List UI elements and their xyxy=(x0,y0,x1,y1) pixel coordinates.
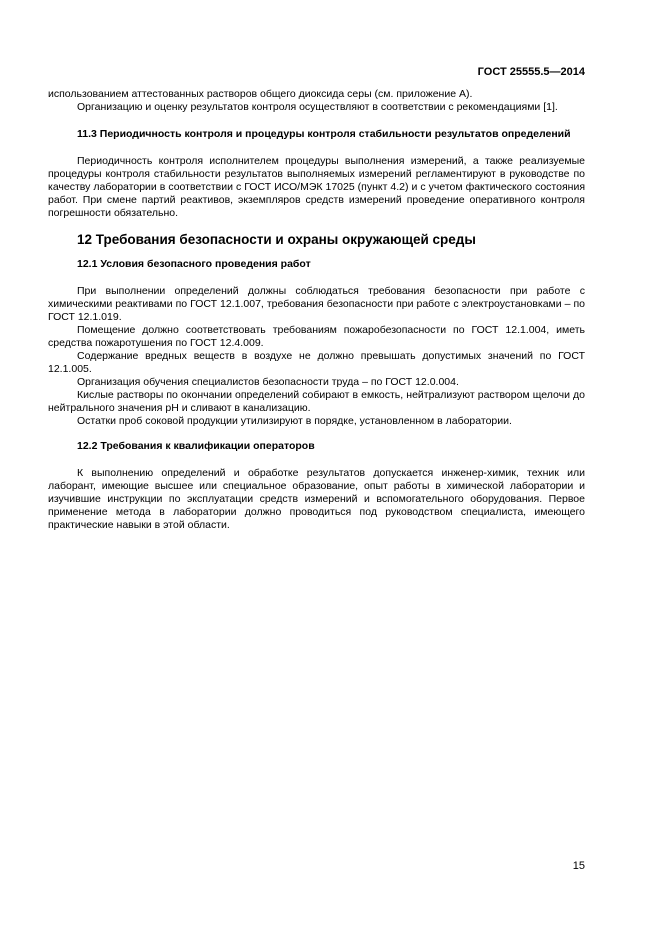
page-number: 15 xyxy=(572,860,585,872)
paragraph-sample-disposal: Остатки проб соковой продукции утилизируют в порядке, установленном в лаборатории. xyxy=(77,415,512,427)
document-number-header: ГОСТ 25555.5—2014 xyxy=(477,66,585,78)
section-heading-12: 12 Требования безопасности и охраны окружающей среды xyxy=(77,232,476,247)
paragraph-safety-training: Организация обучения специалистов безопасности труда – по ГОСТ 12.0.004. xyxy=(77,376,459,388)
paragraph-operator-qualification: К выполнению определений и обработке результатов допускается инженер-химик, техник или лаборант, имеющие высшее или специальное образование, опыт работы в химической лаборатории и изучившие инструкции по эксплуатации средств измерений и вспомогательного оборудования. Первое применение метода в лаборатории должно проводиться под руководством специалиста, имеющего практические навыки в этой области. xyxy=(48,467,585,531)
paragraph-continuation: использованием аттестованных растворов общего диоксида серы (см. приложение А). xyxy=(48,88,473,100)
paragraph-safety-requirements: При выполнении определений должны соблюдаться требования безопасности при работе с химическими реактивами по ГОСТ 12.1.007, требования безопасности при работе с электроустановками – по ГОСТ 12.1.019. xyxy=(48,285,585,323)
paragraph-harmful-substances: Содержание вредных веществ в воздухе не должно превышать допустимых значений по ГОСТ 12.1.005. xyxy=(48,350,585,375)
subsection-heading-11-3: 11.3 Периодичность контроля и процедуры контроля стабильности результатов определений xyxy=(77,128,571,140)
subsection-heading-12-1: 12.1 Условия безопасного проведения работ xyxy=(77,258,311,270)
subsection-heading-12-2: 12.2 Требования к квалификации операторов xyxy=(77,440,315,452)
paragraph-fire-safety: Помещение должно соответствовать требованиям пожаробезопасности по ГОСТ 12.1.004, иметь средства пожаротушения по ГОСТ 12.4.009. xyxy=(48,324,585,349)
paragraph-control-periodicity: Периодичность контроля исполнителем процедуры выполнения измерений, а также реализуемые процедуры контроля стабильности результатов выполняемых измерений регламентируют в руководстве по качеству лаборатории в соответствии с ГОСТ ИСО/МЭК 17025 (пункт 4.2) и с учетом фактического состояния работ. При смене партий реактивов, экземпляров средств измерений проведение оперативного контроля погрешности обязательно. xyxy=(48,155,585,219)
paragraph-control-organization: Организацию и оценку результатов контроля осуществляют в соответствии с рекомендациями [1]. xyxy=(77,101,558,113)
paragraph-acid-solutions: Кислые растворы по окончании определений собирают в емкость, нейтрализуют раствором щелочи до нейтрального значения рН и сливают в канализацию. xyxy=(48,389,585,414)
document-body xyxy=(48,88,585,532)
